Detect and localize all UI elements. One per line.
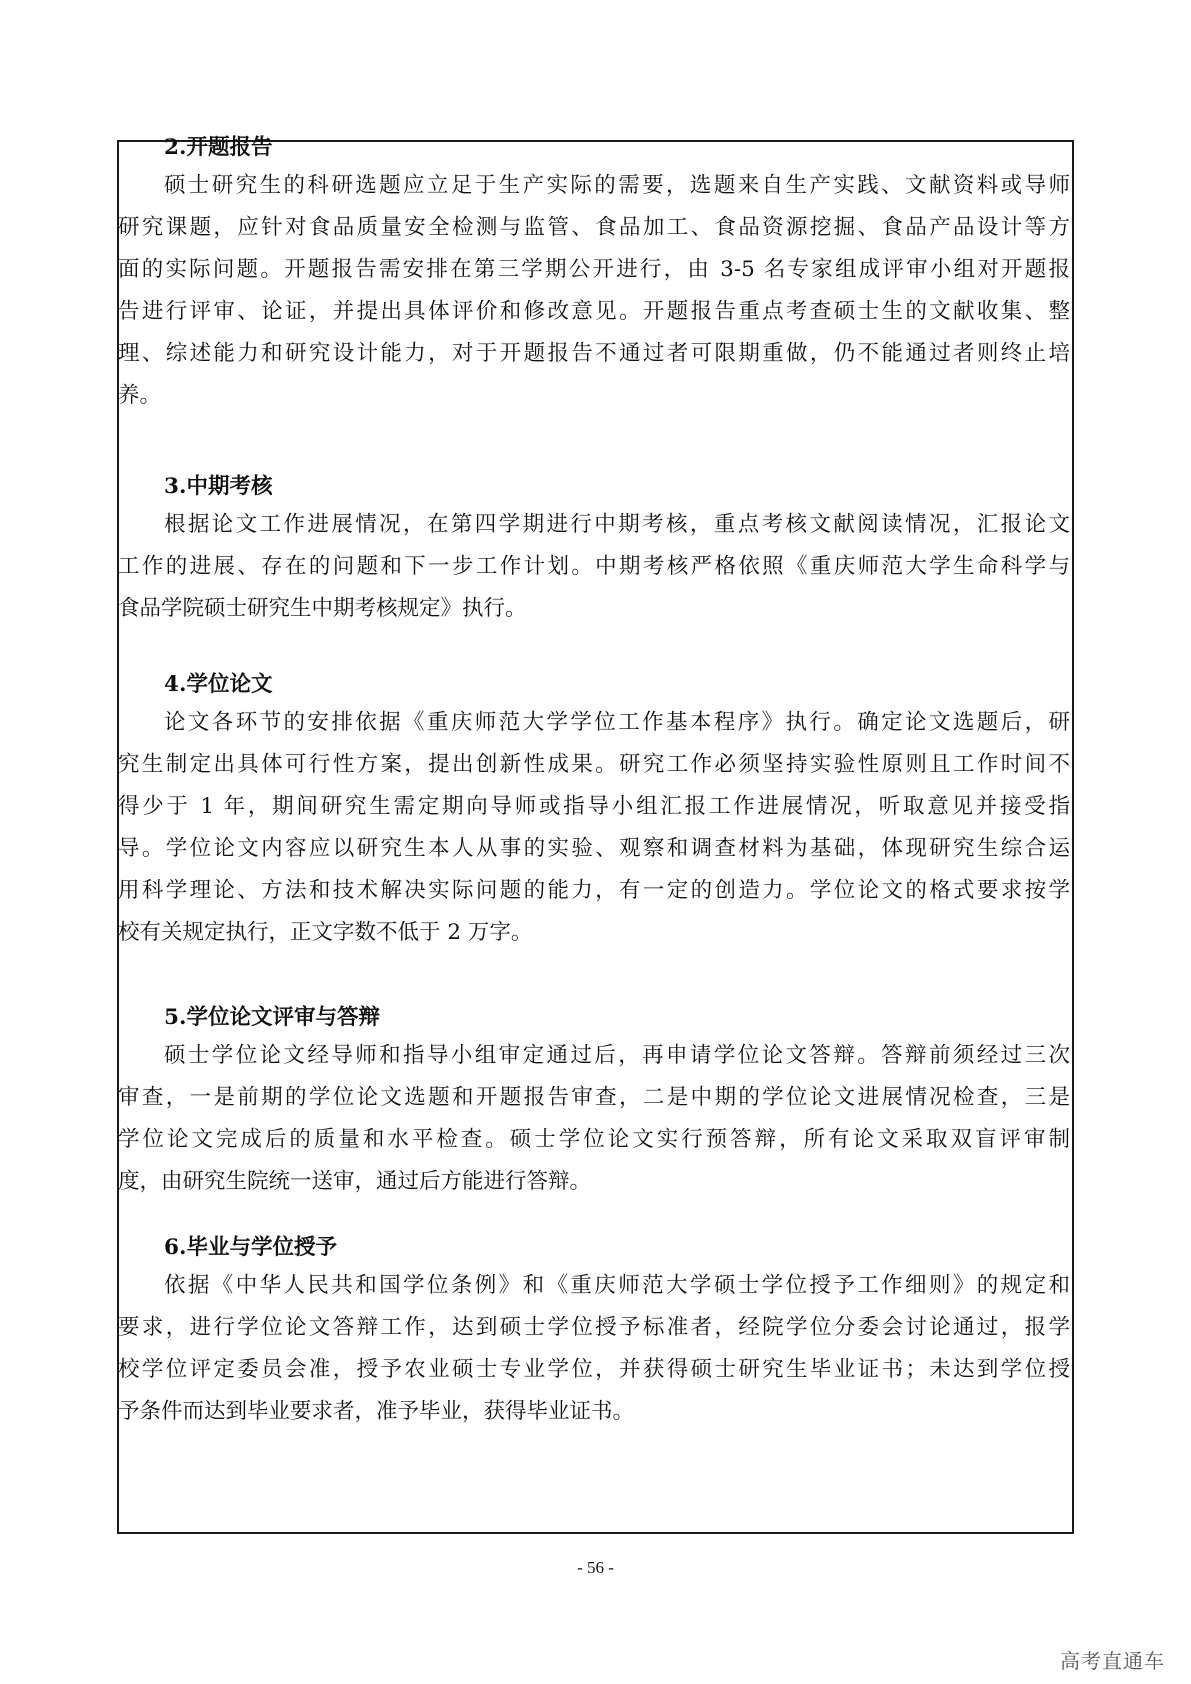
section-graduation-degree bbox=[118, 1230, 1070, 1433]
paragraph-line: 研究课题，应针对食品质量安全检测与监管、食品加工、食品资源挖掘、食品产品设计等方 bbox=[118, 215, 1070, 240]
section-thesis-review-defense bbox=[118, 1000, 1070, 1203]
paragraph-line: 得少于 1 年，期间研究生需定期向导师或指导小组汇报工作进展情况，听取意见并接受指 bbox=[118, 794, 1070, 819]
paragraph-line: 工作的进展、存在的问题和下一步工作计划。中期考核严格依照《重庆师范大学生命科学与 bbox=[118, 554, 1070, 579]
section-heading: 3.中期考核 bbox=[164, 474, 273, 499]
section-heading: 5.学位论文评审与答辩 bbox=[164, 1005, 380, 1030]
paragraph-line: 告进行评审、论证，并提出具体评价和修改意见。开题报告重点考查硕士生的文献收集、整 bbox=[118, 299, 1070, 324]
paragraph-line: 面的实际问题。开题报告需安排在第三学期公开进行，由 3-5 名专家组成评审小组对开题报 bbox=[118, 257, 1070, 282]
paragraph-line: 度，由研究生院统一送审，通过后方能进行答辩。 bbox=[118, 1169, 592, 1194]
paragraph-line: 用科学理论、方法和技术解决实际问题的能力，有一定的创造力。学位论文的格式要求按学 bbox=[118, 878, 1070, 903]
section-midterm-assessment bbox=[118, 469, 1070, 630]
paragraph-line: 根据论文工作进展情况，在第四学期进行中期考核，重点考核文献阅读情况，汇报论文 bbox=[164, 512, 1070, 537]
page-number: - 56 - bbox=[577, 1558, 614, 1577]
section-heading: 6.毕业与学位授予 bbox=[164, 1235, 337, 1260]
paragraph-line: 论文各环节的安排依据《重庆师范大学学位工作基本程序》执行。确定论文选题后，研 bbox=[164, 710, 1070, 735]
section-thesis bbox=[118, 667, 1070, 954]
section-heading: 4.学位论文 bbox=[164, 672, 273, 697]
paragraph-line: 要求，进行学位论文答辩工作，达到硕士学位授予标准者，经院学位分委会讨论通过，报学 bbox=[118, 1315, 1070, 1340]
paragraph-line: 硕士研究生的科研选题应立足于生产实际的需要，选题来自生产实践、文献资料或导师 bbox=[164, 173, 1070, 198]
paragraph-line: 校有关规定执行，正文字数不低于 2 万字。 bbox=[118, 920, 533, 945]
paragraph-line: 究生制定出具体可行性方案，提出创新性成果。研究工作必须坚持实验性原则且工作时间不 bbox=[118, 752, 1070, 777]
paragraph-line: 依据《中华人民共和国学位条例》和《重庆师范大学硕士学位授予工作细则》的规定和 bbox=[164, 1273, 1070, 1298]
paragraph-line: 审查，一是前期的学位论文选题和开题报告审查，二是中期的学位论文进展情况检查，三是 bbox=[118, 1085, 1070, 1110]
paragraph-line: 校学位评定委员会准，授予农业硕士专业学位，并获得硕士研究生毕业证书；未达到学位授 bbox=[118, 1357, 1070, 1382]
section-opening-report bbox=[118, 130, 1070, 417]
paragraph-line: 硕士学位论文经导师和指导小组审定通过后，再申请学位论文答辩。答辩前须经过三次 bbox=[164, 1043, 1070, 1068]
paragraph-line: 导。学位论文内容应以研究生本人从事的实验、观察和调查材料为基础，体现研究生综合运 bbox=[118, 836, 1070, 861]
watermark-text: 高考直通车 bbox=[1060, 1649, 1165, 1673]
paragraph-line: 食品学院硕士研究生中期考核规定》执行。 bbox=[118, 596, 527, 621]
paragraph-line: 学位论文完成后的质量和水平检查。硕士学位论文实行预答辩，所有论文采取双盲评审制 bbox=[118, 1127, 1070, 1152]
section-heading: 2.开题报告 bbox=[164, 135, 273, 160]
paragraph-line: 予条件而达到毕业要求者，准予毕业，获得毕业证书。 bbox=[118, 1399, 635, 1424]
paragraph-line: 理、综述能力和研究设计能力，对于开题报告不通过者可限期重做，仍不能通过者则终止培 bbox=[118, 341, 1070, 366]
paragraph-line: 养。 bbox=[118, 383, 162, 408]
